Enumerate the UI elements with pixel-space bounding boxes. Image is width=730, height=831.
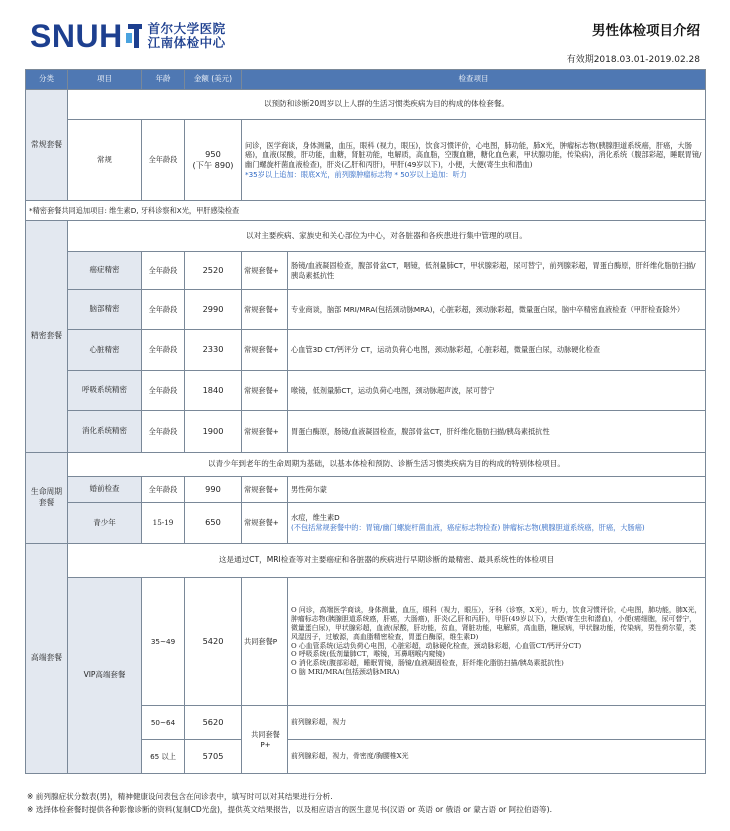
table-row <box>26 201 706 221</box>
fee-basic-value: 950 <box>205 148 221 159</box>
fee-precise: 1840 <box>185 371 242 411</box>
header-category: 分类 <box>26 70 68 90</box>
item-precise: 消化系统精密 <box>68 411 142 453</box>
table-row <box>26 120 706 201</box>
desc-vip-65: 前列腺彩超，视力，骨密度/胸腰椎X光 <box>288 740 706 774</box>
page-header <box>0 0 730 70</box>
age-precise: 全年龄段 <box>142 330 185 371</box>
table-row <box>26 544 706 578</box>
footer-note: ※ 前列腺症状分数表(男)，精神健康设问表包含在问诊表中，填写时可以对其结果进行分析. <box>27 792 333 801</box>
pkg-precise: 常规套餐+ <box>242 411 288 453</box>
document-title: 男性体检项目介绍 <box>592 23 700 39</box>
fee-precise: 2520 <box>185 252 242 290</box>
age-precise: 全年龄段 <box>142 290 185 330</box>
table-row <box>26 371 706 411</box>
item-precise: 脑部精密 <box>68 290 142 330</box>
fee-vip-35: 5420 <box>185 578 242 706</box>
vip-detail-line: O 脑 MRI/MRA(包括颈动脉MRA) <box>291 667 400 676</box>
age-vip-50: 50~64 <box>142 706 185 740</box>
header-age: 年龄 <box>142 70 185 90</box>
logo-wordmark: SNUH <box>30 18 123 54</box>
pkg-vip-p-plus-line1: 共同套餐 <box>251 729 280 739</box>
footer-note: ※ 选择体检套餐时提供各种影像诊断的资料(复制CD光盘)，提供英文结果报告，以及相应语言的医生意见书(汉语 or 英语 or 俄语 or 蒙古语 or 阿拉伯语等). <box>27 804 553 814</box>
pkg-vip-p: 共同套餐P <box>242 578 288 706</box>
table-row <box>26 477 706 503</box>
snuh-logo <box>30 20 226 52</box>
precise-common-note: *精密套餐共同追加项目: 维生素D, 牙科诊察和X光，甲肝感染检查 <box>26 201 706 221</box>
desc-youth-line1: 水痘，维生素D <box>291 513 340 523</box>
pkg-precise: 常规套餐+ <box>242 290 288 330</box>
item-vip: VIP高端套餐 <box>68 578 142 774</box>
fee-precise: 2330 <box>185 330 242 371</box>
pkg-premarital: 常规套餐+ <box>242 477 288 503</box>
table-row <box>26 453 706 477</box>
fee-basic-afternoon: (下午 890) <box>192 160 234 170</box>
desc-youth-line2: (不包括常规套餐中的：胃镜/幽门螺旋杆菌血液，癌症标志物检查) 肿瘤标志物(胰腺胆道系统癌，肝癌，大肠癌) <box>291 523 645 532</box>
header-items: 检查项目 <box>242 70 706 90</box>
lifecycle-banner: 以青少年到老年的生命周期为基础，以基本体检和预防、诊断生活习惯类疾病为目的构成的特别体检项目。 <box>68 453 706 477</box>
item-youth: 青少年 <box>68 503 142 544</box>
desc-precise: 喉镜，低剂量肺CT，运动负荷心电图，颈动脉超声波，尿可替宁 <box>288 371 706 411</box>
category-lifecycle-line1: 生命周期 <box>30 487 63 497</box>
item-basic: 常规 <box>68 120 142 201</box>
item-precise: 心脏精密 <box>68 330 142 371</box>
vip-detail-line: O 呼吸系统(低剂量肺CT，喉镜，耳鼻咽喉内窥镜) <box>291 650 446 659</box>
table-row <box>26 330 706 371</box>
table-row <box>26 411 706 453</box>
category-lifecycle-line2: 套餐 <box>38 498 55 507</box>
logo-emblem-icon <box>126 24 144 48</box>
fee-youth: 650 <box>185 503 242 544</box>
premium-banner: 这是通过CT，MRI检查等对主要癌症和各脏器的疾病进行早期诊断的最精密、最具系统性的体检项目 <box>68 544 706 578</box>
desc-precise: 肠镜/血液凝固检查，腹部骨盆CT，咽镜，低剂量肺CT，甲状腺彩超，尿可替宁，前列腺彩超，胃蛋白酶原，肝纤维化脂肪扫描/胰岛素抵抗性 <box>288 252 706 290</box>
logo-hospital-name <box>148 22 226 50</box>
fee-vip-50: 5620 <box>185 706 242 740</box>
age-youth: 15-19 <box>142 503 185 544</box>
table-row <box>26 578 706 706</box>
basic-banner: 以预防和诊断20周岁以上人群的生活习惯类疾病为目的构成的体检套餐。 <box>68 90 706 120</box>
pkg-vip-p-plus-line2: P+ <box>260 739 271 749</box>
vip-detail-line: O 消化系统(腹部彩超，睡眠胃镜，肠镜/血液凝固检查，肝纤维化脂肪扫描/胰岛素抵抗性) <box>291 659 564 668</box>
category-lifecycle <box>26 453 68 544</box>
age-precise: 全年龄段 <box>142 371 185 411</box>
pkg-precise: 常规套餐+ <box>242 252 288 290</box>
age-precise: 全年龄段 <box>142 411 185 453</box>
desc-precise: 心血管3D CT/钙评分 CT，运动负荷心电图，颈动脉彩超，心脏彩超，微量蛋白尿，动脉硬化检查 <box>288 330 706 371</box>
table-row <box>26 90 706 120</box>
logo-line2: 江南体检中心 <box>147 35 226 50</box>
desc-precise: 胃蛋白酶原，肠镜/血液凝固检查，腹部骨盆CT，肝纤维化脂肪扫描/胰岛素抵抗性 <box>288 411 706 453</box>
table-row <box>26 290 706 330</box>
fee-precise: 2990 <box>185 290 242 330</box>
table-row <box>26 221 706 252</box>
desc-vip-common <box>288 578 706 706</box>
validity-period: 有效期2018.03.01-2019.02.28 <box>566 55 700 65</box>
desc-basic-text: 问诊，医学商谈，身体测量，血压，眼科 (视力，眼压)，饮食习惯评价，心电图，肺功能，肺X光，肿瘤标志物(胰腺胆道系统癌，肝癌，大肠癌)，血液(尿酸，肝功能，血糖，肾脏功能，电解质，高血脂，空腹血糖，糖化血色素，甲状腺功能，传染病)，消化系统（腹部彩超，睡眠胃镜/幽门螺旋杆菌血液检查)，肝炎(乙肝和丙肝)，甲肝(49岁以下)，小便，大便(寄生虫和潜血) <box>245 140 702 169</box>
checkup-table-wrapper <box>25 69 705 774</box>
fee-precise: 1900 <box>185 411 242 453</box>
age-precise: 全年龄段 <box>142 252 185 290</box>
item-precise: 癌症精密 <box>68 252 142 290</box>
pkg-vip-p-plus <box>242 706 288 774</box>
age-basic: 全年龄段 <box>142 120 185 201</box>
table-header-row <box>26 70 706 90</box>
desc-premarital: 男性荷尔蒙 <box>288 477 706 503</box>
footer-notes <box>27 791 552 817</box>
header-fee: 金额 (美元) <box>185 70 242 90</box>
age-vip-65: 65 以上 <box>142 740 185 774</box>
table-row <box>26 252 706 290</box>
vip-detail-line: O 问诊，高端医学商谈，身体测量，血压，眼科（视力，眼压），牙科（诊察，X光），听力，饮食习惯评价，心电图，肺功能，肺X光，肿瘤标志物(胰腺胆道系统癌，肝癌，大肠癌)，肝炎(乙肝和丙肝)，甲肝(49岁以下)，大便(寄生虫和潜血)，小便(癌细胞，尿可替宁，微量蛋白尿)，甲状腺彩超，血液(尿酸，肝功能，贫血，肾脏功能，电解质，高血脂，糖尿病，甲状腺功能，传染病，男性荷尔蒙，类风湿因子，过敏源，高血脂精密检查，胃蛋白酶原，维生素D) <box>291 606 702 641</box>
pkg-precise: 常规套餐+ <box>242 371 288 411</box>
age-vip-35: 35~49 <box>142 578 185 706</box>
item-premarital: 婚前检查 <box>68 477 142 503</box>
pkg-youth: 常规套餐+ <box>242 503 288 544</box>
category-basic: 常规套餐 <box>26 90 68 201</box>
header-item: 项目 <box>68 70 142 90</box>
category-premium: 高端套餐 <box>26 544 68 774</box>
desc-basic-note: *35岁以上追加：眼底X光，前列腺肿瘤标志物 * 50岁以上追加：听力 <box>245 169 467 179</box>
checkup-items-table <box>25 69 706 774</box>
desc-youth <box>288 503 706 544</box>
age-premarital: 全年龄段 <box>142 477 185 503</box>
desc-basic <box>242 120 706 201</box>
category-precise: 精密套餐 <box>26 221 68 453</box>
vip-detail-line: O 心血管系统(运动负荷心电图，心脏彩超，动脉硬化检查，颈动脉彩超，心血管CT/钙评分CT) <box>291 641 582 650</box>
desc-vip-50: 前列腺彩超，视力 <box>288 706 706 740</box>
logo-line1: 首尔大学医院 <box>147 21 226 37</box>
desc-precise: 专业商谈，脑部 MRI/MRA(包括颈动脉MRA)，心脏彩超，颈动脉彩超，微量蛋白尿，脑中卒精密血液检查（甲肝检查除外） <box>288 290 706 330</box>
fee-basic <box>185 120 242 201</box>
precise-banner: 以对主要疾病、家族史和关心部位为中心，对各脏器和各疾患进行集中管理的项目。 <box>68 221 706 252</box>
pkg-precise: 常规套餐+ <box>242 330 288 371</box>
fee-premarital: 990 <box>185 477 242 503</box>
table-row <box>26 503 706 544</box>
item-precise: 呼吸系统精密 <box>68 371 142 411</box>
fee-vip-65: 5705 <box>185 740 242 774</box>
